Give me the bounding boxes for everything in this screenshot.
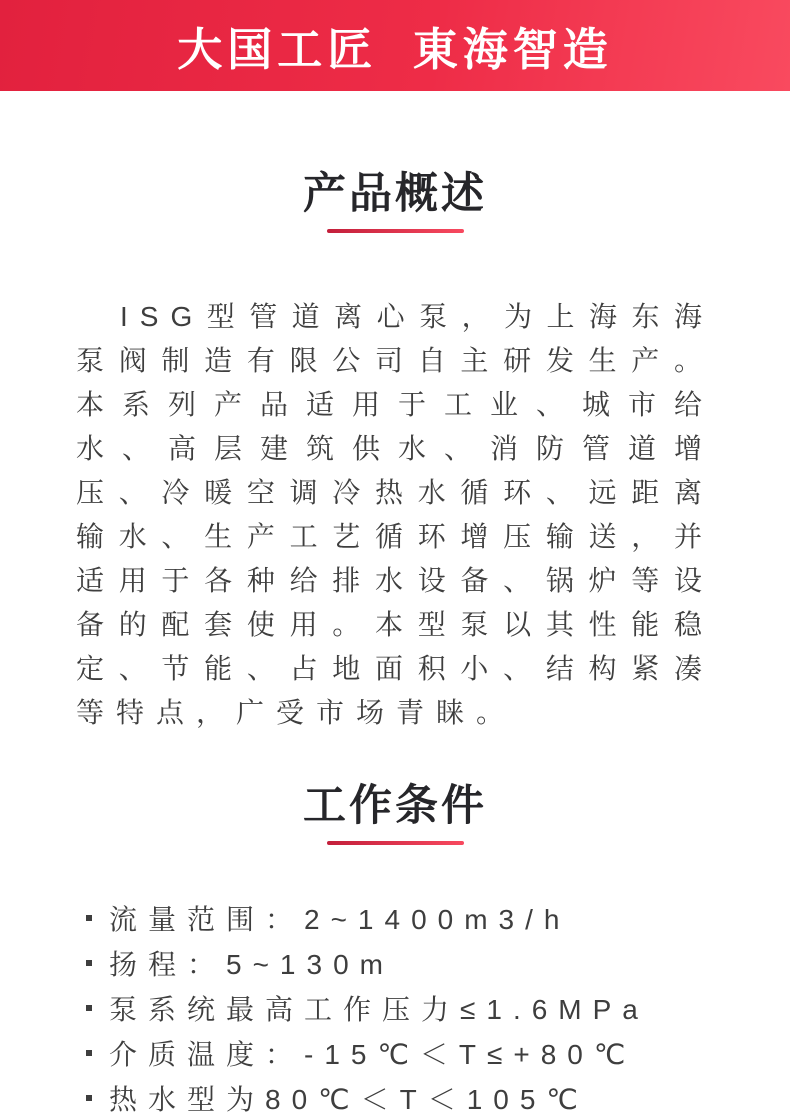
section-overview: [0, 171, 790, 735]
overview-title-underline: [327, 229, 464, 233]
overview-section-title: 产品概述: [303, 170, 487, 218]
bullet-dot-icon: [86, 1095, 92, 1101]
bullet-dot-icon: [86, 1050, 92, 1056]
overview-paragraph: ISG型管道离心泵，为上海东海泵阀制造有限公司自主研发生产。本系列产品适用于工业、城市给水、高层建筑供水、消防管道增压、冷暖空调冷热水循环、远距离输水、生产工艺循环增压输送，并适用于各种给排水设备、锅炉等设备的配套使用。本型泵以其性能稳定、节能、占地面积小、结构紧凑等特点，广受市场青睐。: [76, 301, 714, 728]
list-item: [86, 895, 750, 940]
spec-flow-range: 流量范围：2~1400m3/h: [109, 903, 571, 935]
list-item: [86, 1030, 750, 1075]
spec-list: [0, 895, 790, 1120]
bullet-dot-icon: [86, 960, 92, 966]
spec-medium-temperature: 介质温度：-15℃＜T≤+80℃: [109, 1038, 637, 1070]
spec-head-range: 扬程：5~130m: [109, 948, 394, 980]
section-working-conditions: [0, 783, 790, 1120]
working-conditions-section-title: 工作条件: [303, 782, 487, 830]
banner-title: 大国工匠 東海智造: [177, 24, 613, 75]
bullet-dot-icon: [86, 1005, 92, 1011]
list-item: [86, 940, 750, 985]
list-item: [86, 1075, 750, 1120]
spec-max-pressure: 泵系统最高工作压力≤1.6MPa: [109, 993, 649, 1025]
top-banner: [0, 0, 790, 91]
list-item: [86, 985, 750, 1030]
bullet-dot-icon: [86, 915, 92, 921]
spec-hot-water-type: 热水型为80℃＜T＜105℃: [109, 1083, 589, 1115]
working-conditions-title-underline: [327, 841, 464, 845]
